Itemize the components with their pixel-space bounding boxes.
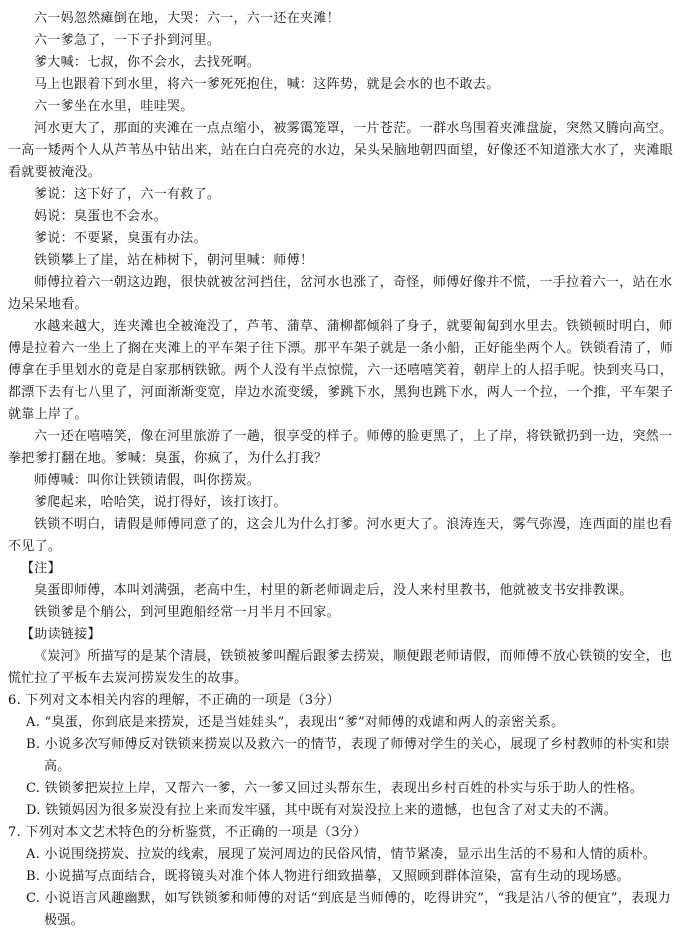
note-section — [8, 558, 681, 624]
story-paragraph: 爹说：不要紧，臭蛋有办法。 — [34, 231, 207, 246]
question-6 — [8, 690, 681, 822]
note-paragraph: 臭蛋即师傅，本叫刘满强，老高中生，村里的新老师调走后，没人来村里教书，他就被支书安排教课。 — [34, 583, 633, 598]
story-paragraph: 师傅喊：叫你让铁锁请假，叫你捞炭。 — [34, 473, 261, 488]
answer-option: A. “臭蛋，你到底是来捞炭，还是当娃娃头”，表现出“爹”对师傅的戏谑和两人的亲密关系。 — [26, 715, 565, 730]
reading-link-paragraph: 《炭河》所描写的是某个清晨，铁锁被爹叫醒后跟爹去捞炭，顺便跟老师请假，而师傅不放心铁锁的安全，也慌忙拉了平板车去炭河捞炭发生的故事。 — [8, 649, 673, 686]
story-paragraph: 六一爹坐在水里，哇哇哭。 — [34, 99, 194, 114]
story-paragraph: 爹大喊：七叔，你不会水，去找死啊。 — [34, 55, 261, 70]
story-paragraph: 师傅拉着六一朝这边跑，很快就被岔河挡住，岔河水也涨了，奇怪，师傅好像并不慌，一手拉着六一，站在水边呆呆地看。 — [8, 275, 673, 312]
story-paragraph: 六一还在嘻嘻笑，像在河里旅游了一趟，很享受的样子。师傅的脸更黑了，上了岸，将铁锨扔到一边，突然一拳把爹打翻在地。爹喊：臭蛋，你疯了，为什么打我？ — [8, 429, 673, 466]
reading-link-heading: 【助读链接】 — [21, 627, 101, 642]
story-paragraph: 爹爬起来，哈哈笑，说打得好，该打该打。 — [34, 495, 287, 510]
story-paragraph: 六一妈忽然瘫倒在地，大哭：六一，六一还在夹滩！ — [34, 11, 340, 26]
story-paragraph: 铁锁不明白，请假是师傅同意了的，这会儿为什么打爹。河水更大了。浪涛连天，雾气弥漫，连西面的崖也看不见了。 — [8, 517, 673, 554]
answer-option: D. 铁锁妈因为很多炭没有拉上来而发牢骚，其中既有对炭没拉上来的遗憾，也包含了对丈夫的不满。 — [26, 803, 618, 818]
question-title: 6. 下列对文本相关内容的理解，不正确的一项是（3分） — [8, 693, 340, 708]
story-paragraph: 河水更大了，那面的夹滩在一点点缩小，被雾霭笼罩，一片苍茫。一群水鸟围着夹滩盘旋，突然又腾向高空。一高一矮两个人从芦苇丛中钻出来，站在白白亮亮的水边，呆头呆脑地朝四面望，好像还不知道涨大水了，夹滩眼看就要被淹没。 — [8, 121, 674, 180]
story-text — [8, 8, 681, 558]
answer-option: B. 小说多次写师傅反对铁锁来捞炭以及救六一的情节，表现了师傅对学生的关心，展现了乡村教师的朴实和崇高。 — [26, 737, 670, 774]
answer-option: C. 小说语言风趣幽默，如写铁锁爹和师傅的对话“到底是当师傅的，吃得讲究”，“我是沾八爷的便宜”，表现力极强。 — [26, 891, 671, 928]
answer-option: A. 小说围绕捞炭、拉炭的线索，展现了炭河周边的民俗风情，情节紧凑，显示出生活的不易和人情的质朴。 — [26, 847, 657, 862]
note-paragraph: 铁锁爹是个艄公，到河里跑船经常一月半月不回家。 — [34, 605, 340, 620]
story-paragraph: 马上也跟着下到水里，将六一爹死死抱住，喊：这阵势，就是会水的也不敢去。 — [34, 77, 500, 92]
reading-link-section — [8, 624, 681, 690]
answer-option: B. 小说描写点面结合，既将镜头对准个体人物进行细致描摹，又照顾到群体渲染，富有生动的现场感。 — [26, 869, 630, 884]
story-paragraph: 水越来越大，连夹滩也全被淹没了，芦苇、蒲草、蒲柳都倾斜了身子，就要匍匐到水里去。铁锁顿时明白，师傅是拉着六一坐上了搁在夹滩上的平车架子往下漂。那平车架子就是一条小船，正好能坐两个人。铁锁看清了，师傅拿在手里划水的竟是自家那柄铁锨。两个人没有半点惊慌，六一还嘻嘻笑着，朝岸上的人招手呢。快到夹马口，都漂下去有七八里了，河面渐渐变宽，岸边水流变缓，爹跳下水，黑狗也跳下水，两人一个拉，一个推，平车架子就靠上岸了。 — [8, 319, 674, 422]
story-paragraph: 爹说：这下好了，六一有救了。 — [34, 187, 221, 202]
note-heading: 【注】 — [21, 561, 61, 576]
story-paragraph: 妈说：臭蛋也不会水。 — [34, 209, 168, 224]
story-paragraph: 铁锁攀上了崖，站在柿树下，朝河里喊：师傅！ — [34, 253, 314, 268]
question-7 — [8, 822, 681, 932]
question-title: 7. 下列对本文艺术特色的分析鉴赏，不正确的一项是（3分） — [8, 825, 367, 840]
answer-option: C. 铁锁爹把炭拉上岸，又帮六一爹，六一爹又回过头帮东生，表现出乡村百姓的朴实与乐于助人的性格。 — [26, 781, 644, 796]
story-paragraph: 六一爹急了，一下子扑到河里。 — [34, 33, 221, 48]
